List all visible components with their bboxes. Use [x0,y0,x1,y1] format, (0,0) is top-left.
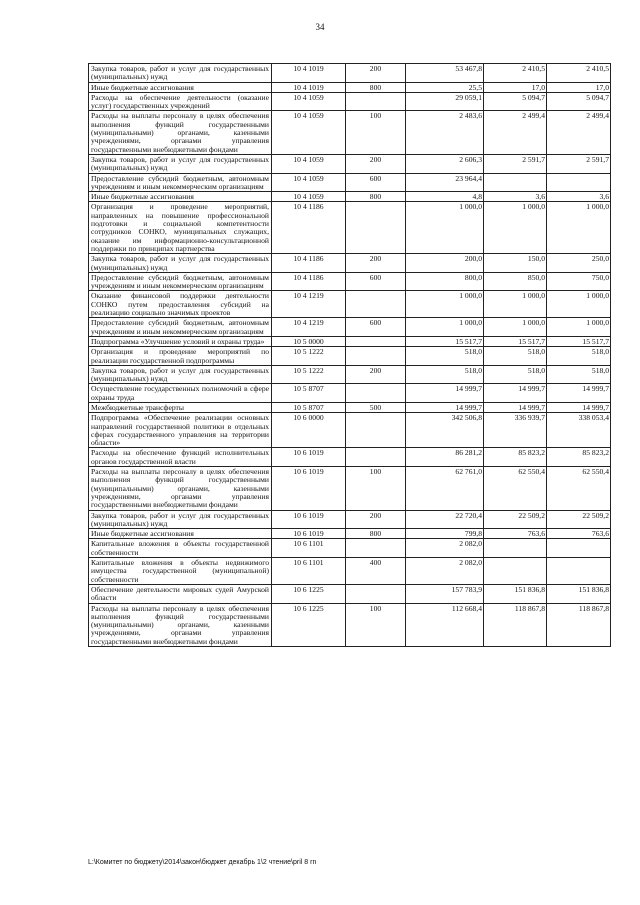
amount-year2-cell: 850,0 [484,272,547,291]
amount-year3-cell: 518,0 [547,347,611,366]
amount-year2-cell: 518,0 [484,347,547,366]
expense-type-cell: 800 [346,82,406,92]
amount-year1-cell: 22 720,4 [406,510,484,529]
expense-name-cell: Иные бюджетные ассигнования [89,82,272,92]
expense-name-cell: Закупка товаров, работ и услуг для государственных (муниципальных) нужд [89,365,272,384]
expense-name-cell: Обеспечение деятельности мировых судей Амурской области [89,584,272,603]
target-code-cell: 10 4 1186 [272,254,346,273]
amount-year3-cell: 763,6 [547,529,611,539]
amount-year2-cell: 118 867,8 [484,603,547,646]
expense-name-cell: Оказание финансовой поддержки деятельности СОНКО путем предоставления субсидий на реализацию социально значимых проектов [89,291,272,318]
amount-year1-cell: 14 999,7 [406,402,484,412]
amount-year2-cell: 763,6 [484,529,547,539]
expense-name-cell: Иные бюджетные ассигнования [89,529,272,539]
amount-year2-cell: 15 517,7 [484,336,547,346]
target-code-cell: 10 6 1019 [272,467,346,510]
table-row [89,539,611,558]
amount-year1-cell: 1 000,0 [406,318,484,337]
amount-year2-cell: 14 999,7 [484,402,547,412]
expense-type-cell: 800 [346,529,406,539]
expense-name-cell: Организация и проведение мероприятий, направленных на повышение профессиональной подготовки и социальной компетентности сотрудников СОНКО, муниципальных служащих, оказание им информационно-консультационной поддержки по принципах партнерства [89,202,272,254]
expense-name-cell: Предоставление субсидий бюджетным, автономным учреждениям и иным некоммерческим организациям [89,173,272,192]
amount-year1-cell: 53 467,8 [406,64,484,83]
table-row [89,154,611,173]
expense-name-cell: Расходы на выплаты персоналу в целях обеспечения выполнения функций государственными (муниципальными) органами, казенными учреждениями, органами управления государственными внебюджетными фондами [89,111,272,154]
table-row [89,510,611,529]
expense-name-cell: Межбюджетные трансферты [89,402,272,412]
table-row [89,558,611,585]
expense-type-cell: 800 [346,192,406,202]
expense-name-cell: Расходы на выплаты персоналу в целях обеспечения выполнения функций государственными (муниципальными) органами, казенными учреждениями, органами управления государственными внебюджетными фондами [89,467,272,510]
table-row [89,82,611,92]
table-row [89,402,611,412]
amount-year1-cell: 800,0 [406,272,484,291]
table-row [89,529,611,539]
page-number: 34 [315,22,325,32]
amount-year2-cell: 336 939,7 [484,413,547,448]
amount-year2-cell: 14 999,7 [484,384,547,403]
amount-year2-cell: 150,0 [484,254,547,273]
amount-year2-cell: 22 509,2 [484,510,547,529]
amount-year2-cell: 151 836,8 [484,584,547,603]
amount-year3-cell: 22 509,2 [547,510,611,529]
amount-year3-cell [547,539,611,558]
amount-year2-cell: 1 000,0 [484,291,547,318]
amount-year3-cell: 3,6 [547,192,611,202]
expense-type-cell [346,336,406,346]
table-row [89,202,611,254]
target-code-cell: 10 6 1225 [272,584,346,603]
amount-year2-cell: 85 823,2 [484,448,547,467]
amount-year1-cell: 62 761,0 [406,467,484,510]
amount-year3-cell: 118 867,8 [547,603,611,646]
table-row [89,413,611,448]
target-code-cell: 10 4 1019 [272,64,346,83]
expense-name-cell: Подпрограмма «Обеспечение реализации основных направлений государственной политики в отдельных сферах государственного управления на территории области» [89,413,272,448]
expense-type-cell: 600 [346,318,406,337]
table-row [89,448,611,467]
expense-type-cell: 600 [346,272,406,291]
amount-year3-cell: 62 550,4 [547,467,611,510]
amount-year1-cell: 14 999,7 [406,384,484,403]
amount-year3-cell [547,558,611,585]
amount-year1-cell: 518,0 [406,347,484,366]
amount-year1-cell: 29 059,1 [406,92,484,111]
table-row [89,584,611,603]
amount-year2-cell [484,558,547,585]
expense-name-cell: Расходы на выплаты персоналу в целях обеспечения выполнения функций государственными (муниципальными) органами, казенными учреждениями, органами управления государственными внебюджетными фондами [89,603,272,646]
target-code-cell: 10 4 1059 [272,173,346,192]
amount-year3-cell: 14 999,7 [547,384,611,403]
target-code-cell: 10 5 0000 [272,336,346,346]
target-code-cell: 10 5 1222 [272,365,346,384]
expense-type-cell: 200 [346,64,406,83]
expense-name-cell: Иные бюджетные ассигнования [89,192,272,202]
amount-year1-cell: 2 082,0 [406,558,484,585]
budget-table [88,63,611,647]
file-path-footer: L:\Комитет по бюджету\2014\закон\бюджет декабрь 1\2 чтение\pril 8 rn [88,859,317,866]
expense-type-cell: 600 [346,173,406,192]
amount-year1-cell: 799,8 [406,529,484,539]
expense-type-cell [346,539,406,558]
amount-year2-cell: 3,6 [484,192,547,202]
table-row [89,318,611,337]
target-code-cell: 10 6 1019 [272,448,346,467]
amount-year1-cell: 4,8 [406,192,484,202]
expense-name-cell: Предоставление субсидий бюджетным, автономным учреждениям и иным некоммерческим организациям [89,318,272,337]
expense-type-cell [346,413,406,448]
amount-year2-cell: 1 000,0 [484,202,547,254]
amount-year1-cell: 200,0 [406,254,484,273]
expense-name-cell: Расходы на обеспечение деятельности (оказание услуг) государственных учреждений [89,92,272,111]
target-code-cell: 10 6 1019 [272,510,346,529]
expense-name-cell: Закупка товаров, работ и услуг для государственных (муниципальных) нужд [89,510,272,529]
table-row [89,384,611,403]
expense-type-cell [346,92,406,111]
amount-year2-cell: 1 000,0 [484,318,547,337]
target-code-cell: 10 5 8707 [272,402,346,412]
amount-year3-cell: 17,0 [547,82,611,92]
expense-name-cell: Капитальные вложения в объекты государственной собственности [89,539,272,558]
table-row [89,467,611,510]
target-code-cell: 10 4 1186 [272,272,346,291]
table-row [89,64,611,83]
expense-name-cell: Закупка товаров, работ и услуг для государственных (муниципальных) нужд [89,64,272,83]
target-code-cell: 10 4 1059 [272,92,346,111]
target-code-cell: 10 6 1101 [272,558,346,585]
amount-year1-cell: 2 606,3 [406,154,484,173]
amount-year3-cell: 1 000,0 [547,291,611,318]
target-code-cell: 10 4 1219 [272,318,346,337]
expense-name-cell: Закупка товаров, работ и услуг для государственных (муниципальных) нужд [89,154,272,173]
table-row [89,192,611,202]
amount-year2-cell: 2 410,5 [484,64,547,83]
amount-year2-cell: 17,0 [484,82,547,92]
amount-year3-cell: 2 591,7 [547,154,611,173]
amount-year2-cell: 62 550,4 [484,467,547,510]
table-row [89,347,611,366]
amount-year1-cell: 112 668,4 [406,603,484,646]
expense-type-cell: 400 [346,558,406,585]
target-code-cell: 10 4 1186 [272,202,346,254]
amount-year3-cell: 2 410,5 [547,64,611,83]
amount-year3-cell [547,173,611,192]
table-row [89,173,611,192]
amount-year3-cell: 750,0 [547,272,611,291]
amount-year3-cell: 1 000,0 [547,318,611,337]
target-code-cell: 10 6 0000 [272,413,346,448]
expense-type-cell [346,384,406,403]
amount-year1-cell: 15 517,7 [406,336,484,346]
amount-year3-cell: 2 499,4 [547,111,611,154]
expense-name-cell: Организация и проведение мероприятий по реализации государственной подпрограммы [89,347,272,366]
table-row [89,272,611,291]
amount-year2-cell: 518,0 [484,365,547,384]
expense-name-cell: Закупка товаров, работ и услуг для государственных (муниципальных) нужд [89,254,272,273]
target-code-cell: 10 6 1101 [272,539,346,558]
target-code-cell: 10 5 8707 [272,384,346,403]
expense-type-cell: 100 [346,467,406,510]
amount-year2-cell: 2 499,4 [484,111,547,154]
table-row [89,336,611,346]
amount-year3-cell: 14 999,7 [547,402,611,412]
amount-year2-cell [484,539,547,558]
amount-year2-cell [484,173,547,192]
expense-name-cell: Расходы на обеспечение функций исполнительных органов государственной власти [89,448,272,467]
amount-year1-cell: 518,0 [406,365,484,384]
expense-type-cell [346,291,406,318]
amount-year1-cell: 1 000,0 [406,291,484,318]
target-code-cell: 10 6 1225 [272,603,346,646]
expense-name-cell: Капитальные вложения в объекты недвижимого имущества государственной (муниципальной) собственности [89,558,272,585]
amount-year3-cell: 518,0 [547,365,611,384]
amount-year2-cell: 2 591,7 [484,154,547,173]
target-code-cell: 10 4 1019 [272,82,346,92]
table-row [89,603,611,646]
expense-type-cell [346,448,406,467]
target-code-cell: 10 4 1059 [272,154,346,173]
expense-type-cell: 500 [346,402,406,412]
table-row [89,111,611,154]
expense-type-cell: 200 [346,254,406,273]
amount-year3-cell: 5 094,7 [547,92,611,111]
amount-year3-cell: 85 823,2 [547,448,611,467]
amount-year1-cell: 86 281,2 [406,448,484,467]
target-code-cell: 10 4 1219 [272,291,346,318]
expense-type-cell [346,347,406,366]
expense-type-cell: 200 [346,154,406,173]
table-row [89,365,611,384]
amount-year2-cell: 5 094,7 [484,92,547,111]
expense-type-cell [346,584,406,603]
expense-name-cell: Предоставление субсидий бюджетным, автономным учреждениям и иным некоммерческим организациям [89,272,272,291]
amount-year3-cell: 338 053,4 [547,413,611,448]
expense-type-cell: 200 [346,365,406,384]
amount-year1-cell: 2 082,0 [406,539,484,558]
amount-year1-cell: 23 964,4 [406,173,484,192]
target-code-cell: 10 4 1059 [272,111,346,154]
amount-year3-cell: 151 836,8 [547,584,611,603]
expense-name-cell: Осуществление государственных полномочий в сфере охраны труда [89,384,272,403]
table-row [89,92,611,111]
amount-year1-cell: 2 483,6 [406,111,484,154]
amount-year3-cell: 250,0 [547,254,611,273]
amount-year1-cell: 342 506,8 [406,413,484,448]
target-code-cell: 10 4 1059 [272,192,346,202]
amount-year3-cell: 1 000,0 [547,202,611,254]
amount-year1-cell: 157 783,9 [406,584,484,603]
table-row [89,254,611,273]
expense-type-cell [346,202,406,254]
amount-year1-cell: 25,5 [406,82,484,92]
amount-year3-cell: 15 517,7 [547,336,611,346]
expense-type-cell: 100 [346,603,406,646]
target-code-cell: 10 6 1019 [272,529,346,539]
amount-year1-cell: 1 000,0 [406,202,484,254]
expense-name-cell: Подпрограмма «Улучшение условий и охраны труда» [89,336,272,346]
table-row [89,291,611,318]
expense-type-cell: 200 [346,510,406,529]
expense-type-cell: 100 [346,111,406,154]
target-code-cell: 10 5 1222 [272,347,346,366]
